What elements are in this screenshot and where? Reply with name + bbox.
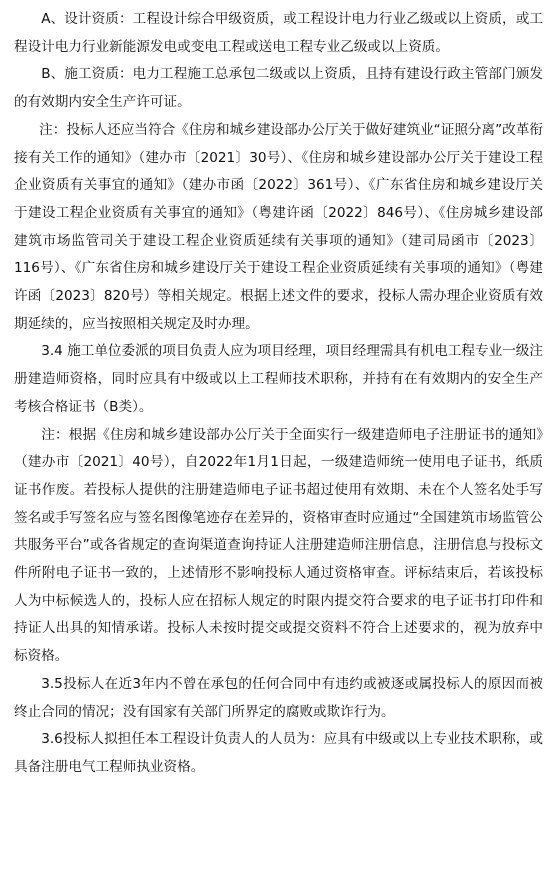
design-qualification-paragraph: A、设计资质：工程设计综合甲级资质，或工程设计电力行业乙级或以上资质，或工程设计电力行业新能源发电或变电工程或送电工程专业乙级或以上资质。 [14, 11, 543, 55]
qualification-note-paragraph: 注：投标人还应当符合《住房和城乡建设部办公厅关于做好建筑业“证照分离”改革衔接有关工作的通知》（建办市〔2021〕30号）、《住房和城乡建设部办公厅关于建设工程企业资质有关事宜的通知》（建办市函〔2022〕361号）、《广东省住房和城乡建设厅关于建设工程企业资质有关事宜的通知》（粤建许函〔2022〕846号）、《住房城乡建设部建筑市场监管司关于建设工程企业资质延续有关事项的通知》（建司局函市〔2023〕116号）、《广东省住房和城乡建设厅关于建设工程企业资质延续有关事项的通知》（粤建许函〔2023〕820号）等相关规定。根据上述文件的要求，投标人需办理企业资质有效期延续的，应当按照相关规定及时办理。 [14, 121, 543, 332]
construction-qualification-paragraph: B、施工资质：电力工程施工总承包二级或以上资质，且持有建设行政主管部门颁发的有效期内安全生产许可证。 [14, 66, 543, 111]
project-manager-requirement-paragraph: 3.4 施工单位委派的项目负责人应为项目经理，项目经理需具有机电工程专业一级注册建造师资格，同时应具有中级或以上工程师技术职称，并持有在有效期内的安全生产考核合格证书（B类）。 [14, 343, 543, 415]
design-lead-requirement-paragraph: 3.6投标人拟担任本工程设计负责人的人员为：应具有中级或以上专业技术职称，或具备注册电气工程师执业资格。 [14, 731, 543, 775]
constructor-certificate-note-paragraph: 注：根据《住房和城乡建设部办公厅关于全面实行一级建造师电子注册证书的通知》（建办市〔2021〕40号），自2022年1月1日起，一级建造师统一使用电子证书，纸质证书作废。若投标人提供的注册建造师电子证书超过使用有效期、未在个人签名处手写签名或手写签名应与签名图像笔迹存在差异的，资格审查时应通过“全国建筑市场监管公共服务平台”或各省规定的查询渠道查询持证人注册建造师注册信息，注册信息与投标文件所附电子证书一致的，上述情形不影响投标人通过资格审查。评标结束后，若该投标人为中标候选人的，投标人应在招标人规定的时限内提交符合要求的电子证书打印件和持证人出具的知情承诺。投标人未按时提交或提交资料不符合上述要求的，视为放弃中标资格。 [14, 426, 543, 665]
contract-history-paragraph: 3.5投标人在近3年内不曾在承包的任何合同中有违约或被逐或属投标人的原因而被终止合同的情况；没有国家有关部门所界定的腐败或欺诈行为。 [14, 675, 543, 720]
